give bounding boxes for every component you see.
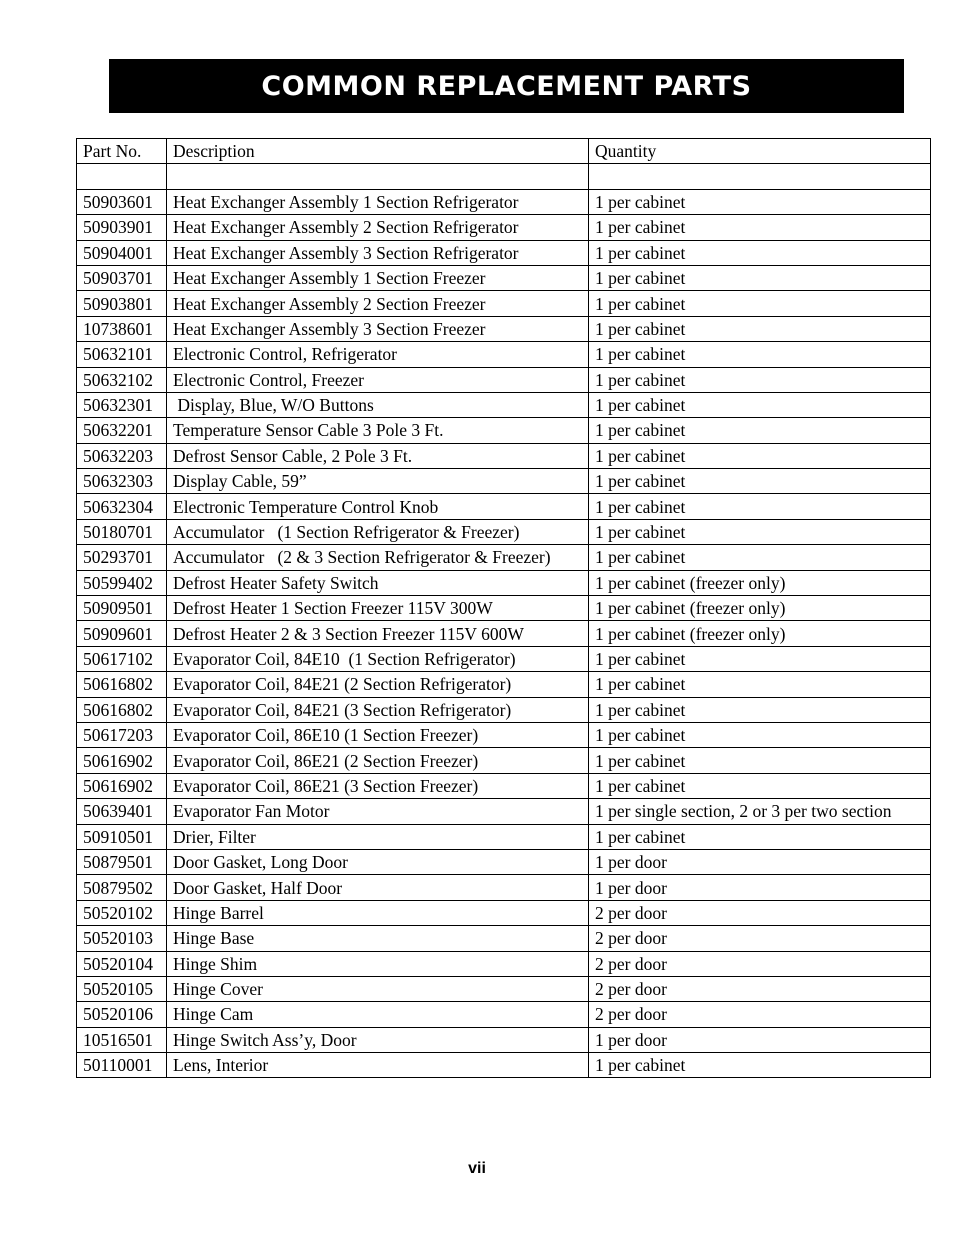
part-number-cell: 50293701 xyxy=(77,545,167,570)
header-part-no: Part No. xyxy=(77,139,167,164)
table-row xyxy=(77,824,931,849)
quantity-cell: 1 per cabinet xyxy=(589,443,931,468)
part-number-cell: 50632102 xyxy=(77,367,167,392)
description-cell: Heat Exchanger Assembly 2 Section Refrigerator xyxy=(167,215,589,240)
table-row xyxy=(77,240,931,265)
quantity-cell: 1 per cabinet xyxy=(589,672,931,697)
description-cell: Door Gasket, Long Door xyxy=(167,849,589,874)
quantity-cell: 1 per cabinet xyxy=(589,519,931,544)
table-row xyxy=(77,722,931,747)
table-row xyxy=(77,1027,931,1052)
description-cell: Evaporator Coil, 86E21 (3 Section Freezer) xyxy=(167,773,589,798)
table-row xyxy=(77,418,931,443)
table-row xyxy=(77,672,931,697)
table-row xyxy=(77,1002,931,1027)
quantity-cell: 1 per cabinet xyxy=(589,215,931,240)
table-row xyxy=(77,646,931,671)
part-number-cell: 50909501 xyxy=(77,596,167,621)
description-cell xyxy=(167,164,589,189)
description-cell: Display Cable, 59” xyxy=(167,469,589,494)
quantity-cell: 1 per cabinet xyxy=(589,342,931,367)
part-number-cell: 50616802 xyxy=(77,697,167,722)
description-cell: Lens, Interior xyxy=(167,1053,589,1078)
table-row xyxy=(77,596,931,621)
table-row xyxy=(77,215,931,240)
description-cell: Defrost Sensor Cable, 2 Pole 3 Ft. xyxy=(167,443,589,468)
part-number-cell: 50617203 xyxy=(77,722,167,747)
header-description: Description xyxy=(167,139,589,164)
part-number-cell: 50903601 xyxy=(77,189,167,214)
part-number-cell: 10516501 xyxy=(77,1027,167,1052)
description-cell: Electronic Temperature Control Knob xyxy=(167,494,589,519)
table-row xyxy=(77,392,931,417)
quantity-cell: 1 per cabinet xyxy=(589,722,931,747)
description-cell: Electronic Control, Refrigerator xyxy=(167,342,589,367)
table-row xyxy=(77,900,931,925)
header-quantity: Quantity xyxy=(589,139,931,164)
part-number-cell: 50616902 xyxy=(77,748,167,773)
table-row xyxy=(77,342,931,367)
description-cell: Heat Exchanger Assembly 1 Section Freezer xyxy=(167,265,589,290)
part-number-cell: 50520106 xyxy=(77,1002,167,1027)
quantity-cell: 2 per door xyxy=(589,926,931,951)
table-row xyxy=(77,316,931,341)
description-cell: Display, Blue, W/O Buttons xyxy=(167,392,589,417)
page-title: COMMON REPLACEMENT PARTS xyxy=(109,59,904,113)
description-cell: Hinge Cam xyxy=(167,1002,589,1027)
part-number-cell: 50520103 xyxy=(77,926,167,951)
quantity-cell: 1 per cabinet xyxy=(589,469,931,494)
table-row xyxy=(77,265,931,290)
description-cell: Evaporator Coil, 86E21 (2 Section Freezer) xyxy=(167,748,589,773)
description-cell: Evaporator Coil, 84E21 (2 Section Refrigerator) xyxy=(167,672,589,697)
quantity-cell: 1 per cabinet xyxy=(589,265,931,290)
part-number-cell: 50879502 xyxy=(77,875,167,900)
part-number-cell: 50180701 xyxy=(77,519,167,544)
quantity-cell: 2 per door xyxy=(589,900,931,925)
part-number-cell: 50616802 xyxy=(77,672,167,697)
parts-table-body xyxy=(77,139,931,1078)
description-cell: Temperature Sensor Cable 3 Pole 3 Ft. xyxy=(167,418,589,443)
quantity-cell: 1 per cabinet xyxy=(589,824,931,849)
description-cell: Hinge Base xyxy=(167,926,589,951)
part-number-cell: 50599402 xyxy=(77,570,167,595)
part-number-cell: 50903801 xyxy=(77,291,167,316)
description-cell: Evaporator Coil, 84E10 (1 Section Refrigerator) xyxy=(167,646,589,671)
quantity-cell: 1 per cabinet (freezer only) xyxy=(589,596,931,621)
part-number-cell: 50909601 xyxy=(77,621,167,646)
quantity-cell: 1 per cabinet xyxy=(589,545,931,570)
part-number-cell: 50910501 xyxy=(77,824,167,849)
part-number-cell: 50903901 xyxy=(77,215,167,240)
table-row xyxy=(77,164,931,189)
table-row xyxy=(77,570,931,595)
table-row xyxy=(77,519,931,544)
table-row xyxy=(77,951,931,976)
part-number-cell: 50632101 xyxy=(77,342,167,367)
table-row xyxy=(77,494,931,519)
part-number-cell: 50632201 xyxy=(77,418,167,443)
quantity-cell: 1 per cabinet xyxy=(589,646,931,671)
table-row xyxy=(77,773,931,798)
quantity-cell: 1 per cabinet xyxy=(589,697,931,722)
quantity-cell: 2 per door xyxy=(589,976,931,1001)
part-number-cell: 50639401 xyxy=(77,799,167,824)
description-cell: Electronic Control, Freezer xyxy=(167,367,589,392)
part-number-cell: 50520105 xyxy=(77,976,167,1001)
quantity-cell: 1 per cabinet xyxy=(589,392,931,417)
part-number-cell: 50632301 xyxy=(77,392,167,417)
description-cell: Hinge Cover xyxy=(167,976,589,1001)
quantity-cell: 2 per door xyxy=(589,1002,931,1027)
quantity-cell: 1 per single section, 2 or 3 per two section xyxy=(589,799,931,824)
description-cell: Evaporator Fan Motor xyxy=(167,799,589,824)
part-number-cell: 50617102 xyxy=(77,646,167,671)
description-cell: Accumulator (2 & 3 Section Refrigerator & Freezer) xyxy=(167,545,589,570)
table-header-row xyxy=(77,139,931,164)
table-row xyxy=(77,621,931,646)
part-number-cell: 50904001 xyxy=(77,240,167,265)
description-cell: Accumulator (1 Section Refrigerator & Freezer) xyxy=(167,519,589,544)
part-number-cell: 50632303 xyxy=(77,469,167,494)
quantity-cell: 1 per cabinet xyxy=(589,773,931,798)
quantity-cell: 1 per cabinet xyxy=(589,367,931,392)
table-row xyxy=(77,1053,931,1078)
description-cell: Heat Exchanger Assembly 3 Section Refrigerator xyxy=(167,240,589,265)
part-number-cell: 50632203 xyxy=(77,443,167,468)
parts-table xyxy=(76,138,931,1078)
quantity-cell: 1 per cabinet (freezer only) xyxy=(589,570,931,595)
part-number-cell xyxy=(77,164,167,189)
description-cell: Evaporator Coil, 84E21 (3 Section Refrigerator) xyxy=(167,697,589,722)
quantity-cell: 1 per door xyxy=(589,875,931,900)
description-cell: Hinge Barrel xyxy=(167,900,589,925)
description-cell: Door Gasket, Half Door xyxy=(167,875,589,900)
quantity-cell: 1 per cabinet xyxy=(589,418,931,443)
description-cell: Defrost Heater Safety Switch xyxy=(167,570,589,595)
table-row xyxy=(77,545,931,570)
quantity-cell: 1 per cabinet xyxy=(589,1053,931,1078)
table-row xyxy=(77,469,931,494)
quantity-cell: 1 per cabinet xyxy=(589,240,931,265)
page-number: vii xyxy=(468,1160,486,1177)
quantity-cell: 1 per cabinet xyxy=(589,291,931,316)
table-row xyxy=(77,875,931,900)
part-number-cell: 50879501 xyxy=(77,849,167,874)
quantity-cell: 1 per cabinet xyxy=(589,494,931,519)
part-number-cell: 10738601 xyxy=(77,316,167,341)
table-row xyxy=(77,443,931,468)
description-cell: Evaporator Coil, 86E10 (1 Section Freezer) xyxy=(167,722,589,747)
quantity-cell xyxy=(589,164,931,189)
table-row xyxy=(77,189,931,214)
part-number-cell: 50616902 xyxy=(77,773,167,798)
quantity-cell: 1 per cabinet xyxy=(589,189,931,214)
quantity-cell: 1 per cabinet xyxy=(589,316,931,341)
description-cell: Heat Exchanger Assembly 1 Section Refrigerator xyxy=(167,189,589,214)
table-row xyxy=(77,976,931,1001)
table-row xyxy=(77,799,931,824)
description-cell: Defrost Heater 2 & 3 Section Freezer 115V 600W xyxy=(167,621,589,646)
table-row xyxy=(77,367,931,392)
quantity-cell: 2 per door xyxy=(589,951,931,976)
table-row xyxy=(77,291,931,316)
description-cell: Defrost Heater 1 Section Freezer 115V 300W xyxy=(167,596,589,621)
part-number-cell: 50520104 xyxy=(77,951,167,976)
part-number-cell: 50520102 xyxy=(77,900,167,925)
table-row xyxy=(77,926,931,951)
quantity-cell: 1 per cabinet xyxy=(589,748,931,773)
part-number-cell: 50110001 xyxy=(77,1053,167,1078)
description-cell: Hinge Switch Ass’y, Door xyxy=(167,1027,589,1052)
description-cell: Heat Exchanger Assembly 2 Section Freezer xyxy=(167,291,589,316)
description-cell: Heat Exchanger Assembly 3 Section Freezer xyxy=(167,316,589,341)
table-row xyxy=(77,849,931,874)
quantity-cell: 1 per door xyxy=(589,1027,931,1052)
table-row xyxy=(77,748,931,773)
quantity-cell: 1 per cabinet (freezer only) xyxy=(589,621,931,646)
table-row xyxy=(77,697,931,722)
part-number-cell: 50903701 xyxy=(77,265,167,290)
description-cell: Hinge Shim xyxy=(167,951,589,976)
description-cell: Drier, Filter xyxy=(167,824,589,849)
quantity-cell: 1 per door xyxy=(589,849,931,874)
part-number-cell: 50632304 xyxy=(77,494,167,519)
